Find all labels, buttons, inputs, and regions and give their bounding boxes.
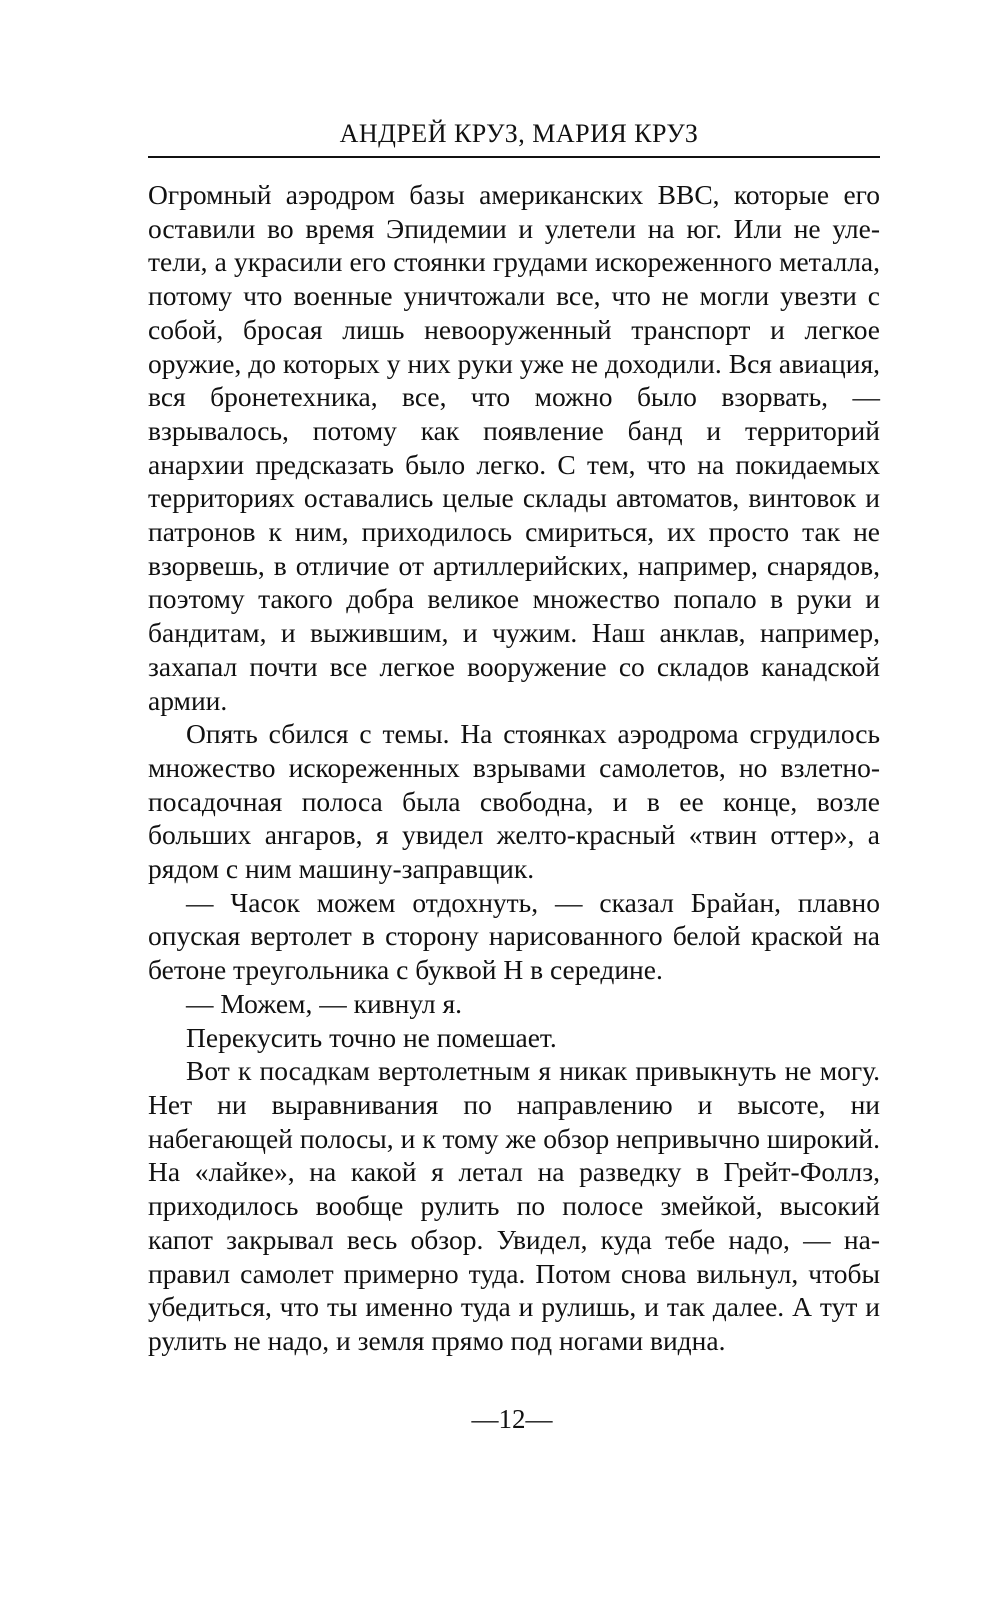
header-rule xyxy=(148,156,880,158)
paragraph-6: Вот к посадкам вертолетным я никак привыкнуть не могу. Нет ни выравнивания по направлению и высоте, ни набегающей полосы, и к тому же обзор непривычно широкий. На «лайке», на какой я летал на разведку в Грейт-Фоллз, приходилось вообще рулить по полосе змейкой, высокий капот закрывал весь обзор. Увидел, куда тебе надо, — направил самолет примерно туда. Потом снова вильнул, чтобы убедиться, что ты именно туда и рулишь, и так далее. А тут и рулить не надо, и земля прямо под ногами видна. xyxy=(148,1055,880,1356)
paragraph-3: — Часок можем отдохнуть, — сказал Брайан, плавно опуская вертолет в сторону нарисованного белой краской на бетоне треугольника с буквой Н в середине. xyxy=(148,886,880,986)
body-text xyxy=(148,178,880,1358)
book-page xyxy=(148,116,880,1358)
page-number: —12— xyxy=(471,1404,553,1434)
paragraph-4: — Можем, — кивнул я. xyxy=(186,987,463,1019)
paragraph-1: Огромный аэродром базы американских ВВС, которые его оставили во время Эпидемии и улетели на юг. Или не улетели, а украсили его стоянки грудами искореженного металла, потому что военные уничтожали все, что не могли увезти с собой, бросая лишь невооруженный транспорт и легкое оружие, до которых у них руки уже не доходили. Вся авиация, вся бронетехника, все, что можно было взорвать, — взрывалось, потому как появление банд и территорий анархии предсказать было легко. С тем, что на покидаемых территориях оставались целые склады автоматов, винтовок и патронов к ним, приходилось смириться, их просто так не взорвешь, в отличие от артиллерийских, например, снарядов, поэтому такого добра великое множество попало в руки и бандитам, и выжившим, и чужим. Наш анклав, например, захапал почти все легкое вооружение со складов канадской армии. xyxy=(148,179,880,716)
paragraph-5: Перекусить точно не помешает. xyxy=(186,1021,557,1053)
paragraph-2: Опять сбился с темы. На стоянках аэродрома сгрудилось множество искореженных взрывами самолетов, но взлетно-посадочная полоса была свободна, и в ее конце, возле больших ангаров, я увидел желто-красный «твин оттер», а рядом с ним машину-заправщик. xyxy=(148,718,880,885)
running-head-authors: АНДРЕЙ КРУЗ, МАРИЯ КРУЗ xyxy=(339,119,699,148)
